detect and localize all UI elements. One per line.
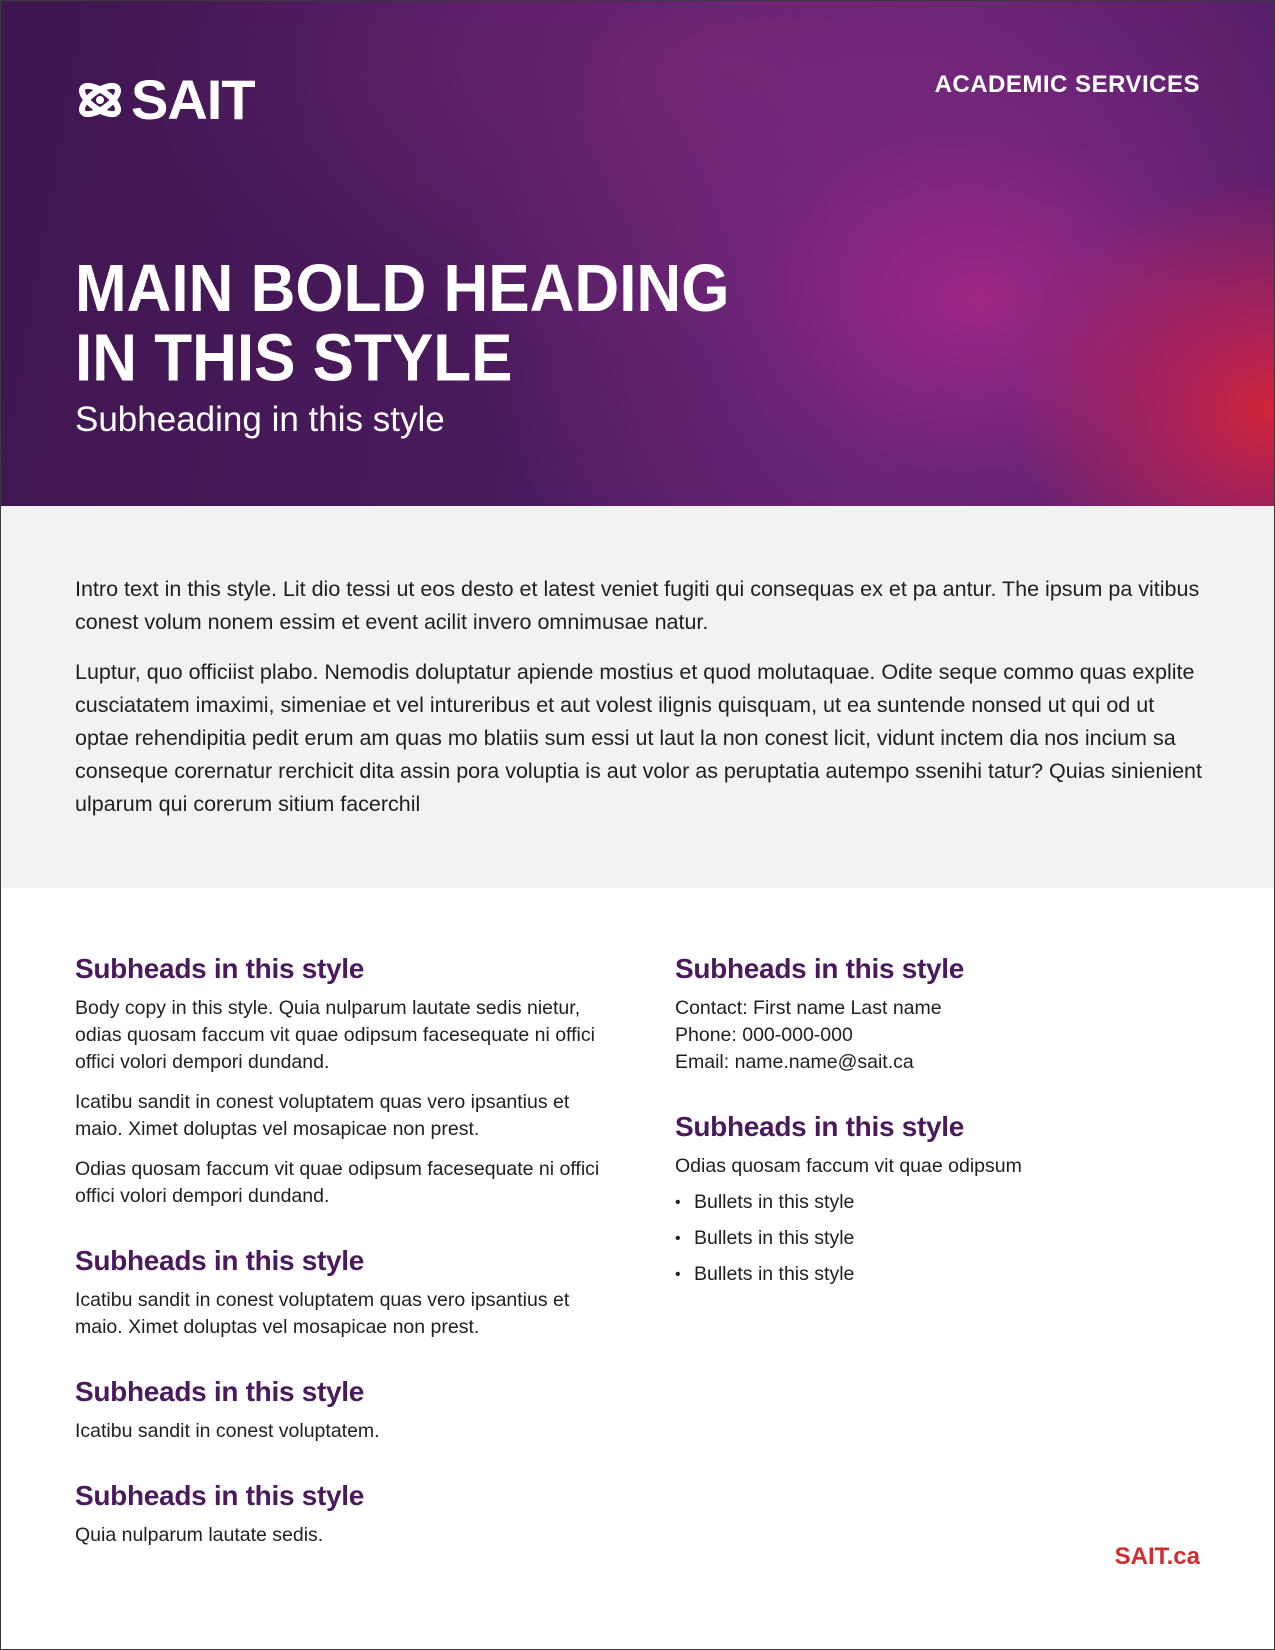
- bullet-item: • Bullets in this style: [675, 1261, 1195, 1288]
- body-paragraph: Odias quosam faccum vit quae odipsum: [675, 1155, 1022, 1177]
- body-paragraph: Quia nulparum lautate sedis.: [75, 1524, 324, 1546]
- section-heading: Subheads in this style: [75, 1376, 365, 1407]
- department-label: ACADEMIC SERVICES: [934, 71, 1200, 98]
- sait-logo: [75, 68, 255, 131]
- bullet-item: • Bullets in this style: [675, 1189, 1195, 1216]
- section-heading: Subheads in this style: [675, 1111, 965, 1142]
- section-heading: Subheads in this style: [75, 1480, 365, 1511]
- body-paragraph: Body copy in this style. Quia nulparum lautate sedis nietur, odias quosam faccum vit quae odipsum facesequate ni offici offici volori dempori dundand.: [75, 997, 595, 1073]
- bullet-item: • Bullets in this style: [675, 1225, 1195, 1252]
- section-heading: Subheads in this style: [75, 953, 365, 984]
- section-heading: Subheads in this style: [675, 953, 965, 984]
- right-column: [675, 951, 1195, 1288]
- left-column: [75, 951, 615, 1549]
- logo-wordmark: SAIT: [131, 68, 255, 131]
- contact-name: Contact: First name Last name: [675, 997, 942, 1019]
- main-heading-line1: MAIN BOLD HEADING: [75, 251, 730, 327]
- intro-paragraph-2: Luptur, quo officiist plabo. Nemodis doluptatur apiende mostius et quod molutaquae. Odite seque commo quas explite cusciatatem imaximi, simeniae et vel intureribus et aut volest ilignis quisquam, ut ea suntende nonsed ut qui od ut optae rehendipitia pedit erum am quas mo blatiis sum essi ut laut la non conest licit, vidunt inctem dia nos incium sa conseque corernatur rerchicit dita assin pora voluptia is aut volor as peruptatia autempo ssenihi tatur? Quias sinienient ulparum qui corerum sitium facerchil: [75, 660, 1202, 816]
- hero-banner: [1, 1, 1274, 506]
- section-heading: Subheads in this style: [75, 1245, 365, 1276]
- body-paragraph: Odias quosam faccum vit quae odipsum facesequate ni offici offici volori dempori dundand.: [75, 1158, 600, 1207]
- intro-paragraph-1: Intro text in this style. Lit dio tessi ut eos desto et latest veniet fugiti qui consequas ex et pa antur. The ipsum pa vitibus conest volum nonem essim et event acilit invero omnimusae natur.: [75, 577, 1200, 634]
- contact-phone: Phone: 000-000-000: [675, 1024, 853, 1046]
- hero-subheading: Subheading in this style: [75, 400, 445, 439]
- website-link[interactable]: SAIT.ca: [1114, 1543, 1200, 1570]
- main-heading-line2: IN THIS STYLE: [75, 320, 513, 396]
- main-heading: [75, 251, 730, 396]
- contact-email[interactable]: Email: name.name@sait.ca: [675, 1051, 914, 1073]
- intro-section: [1, 506, 1274, 888]
- body-paragraph: Icatibu sandit in conest voluptatem quas vero ipsantius et maio. Ximet doluptas vel mosapicae non prest.: [75, 1289, 570, 1338]
- body-paragraph: Icatibu sandit in conest voluptatem quas vero ipsantius et maio. Ximet doluptas vel mosapicae non prest.: [75, 1091, 570, 1140]
- atom-logo-icon: [75, 76, 125, 124]
- bullet-list: [675, 1189, 1195, 1288]
- body-paragraph: Icatibu sandit in conest voluptatem.: [75, 1420, 380, 1442]
